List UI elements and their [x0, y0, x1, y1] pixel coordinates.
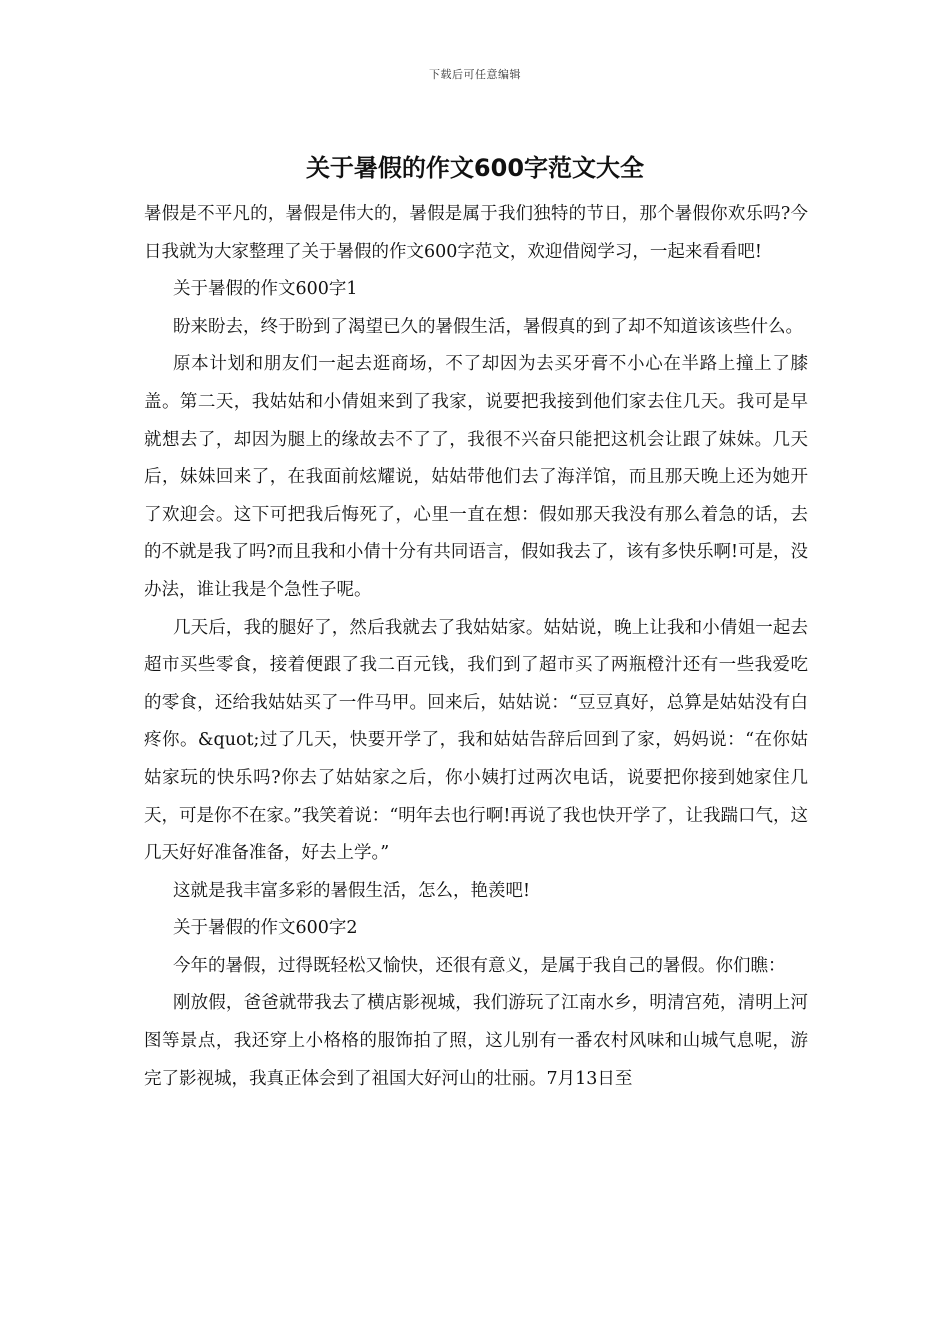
body-paragraph: 原本计划和朋友们一起去逛商场，不了却因为去买牙膏不小心在半路上撞上了膝盖。第二天，我姑姑和小倩姐来到了我家，说要把我接到他们家去住几天。我可是早就想去了，却因为腿上的缘故去不了了，我很不兴奋只能把这机会让跟了妹妹。几天后，妹妹回来了，在我面前炫耀说，姑姑带他们去了海洋馆，而且那天晚上还为她开了欢迎会。这下可把我后悔死了，心里一直在想：假如那天我没有那么着急的话，去的不就是我了吗?而且我和小倩十分有共同语言，假如我去了，该有多快乐啊!可是，没办法，谁让我是个急性子呢。	[144, 354, 808, 600]
section-heading-1: 关于暑假的作文600字1	[173, 279, 358, 300]
body-paragraph: 今年的暑假，过得既轻松又愉快，还很有意义，是属于我自己的暑假。你们瞧：	[173, 955, 786, 976]
intro-paragraph: 暑假是不平凡的，暑假是伟大的，暑假是属于我们独特的节日，那个暑假你欢乐吗?今日我就为大家整理了关于暑假的作文600字范文，欢迎借阅学习，一起来看看吧!	[144, 204, 808, 262]
body-paragraph: 刚放假，爸爸就带我去了横店影视城，我们游玩了江南水乡，明清宫苑，清明上河图等景点，我还穿上小格格的服饰拍了照，这儿别有一番农村风味和山城气息呢，游完了影视城，我真正体会到了祖国大好河山的壮丽。7月13日至	[144, 993, 808, 1089]
body-paragraph: 几天后，我的腿好了，然后我就去了我姑姑家。姑姑说，晚上让我和小倩姐一起去超市买些零食，接着便跟了我二百元钱，我们到了超市买了两瓶橙汁还有一些我爱吃的零食，还给我姑姑买了一件马甲。回来后，姑姑说：“豆豆真好，总算是姑姑没有白疼你。&quot;过了几天，快要开学了，我和姑姑告辞后回到了家，妈妈说：“在你姑姑家玩的快乐吗?你去了姑姑家之后，你小姨打过两次电话，说要把你接到她家住几天，可是你不在家。”我笑着说：“明年去也行啊!再说了我也快开学了，让我踹口气，这几天好好准备准备，好去上学。”	[144, 617, 808, 864]
section-heading-2: 关于暑假的作文600字2	[173, 918, 358, 939]
body-paragraph: 盼来盼去，终于盼到了渴望已久的暑假生活，暑假真的到了却不知道该该些什么。	[173, 316, 803, 337]
document-title: 关于暑假的作文600字范文大全	[305, 154, 645, 182]
body-paragraph: 这就是我丰富多彩的暑假生活，怎么，艳羡吧!	[173, 880, 531, 901]
page-header-note: 下载后可任意编辑	[429, 68, 521, 81]
document-body	[144, 196, 808, 1098]
